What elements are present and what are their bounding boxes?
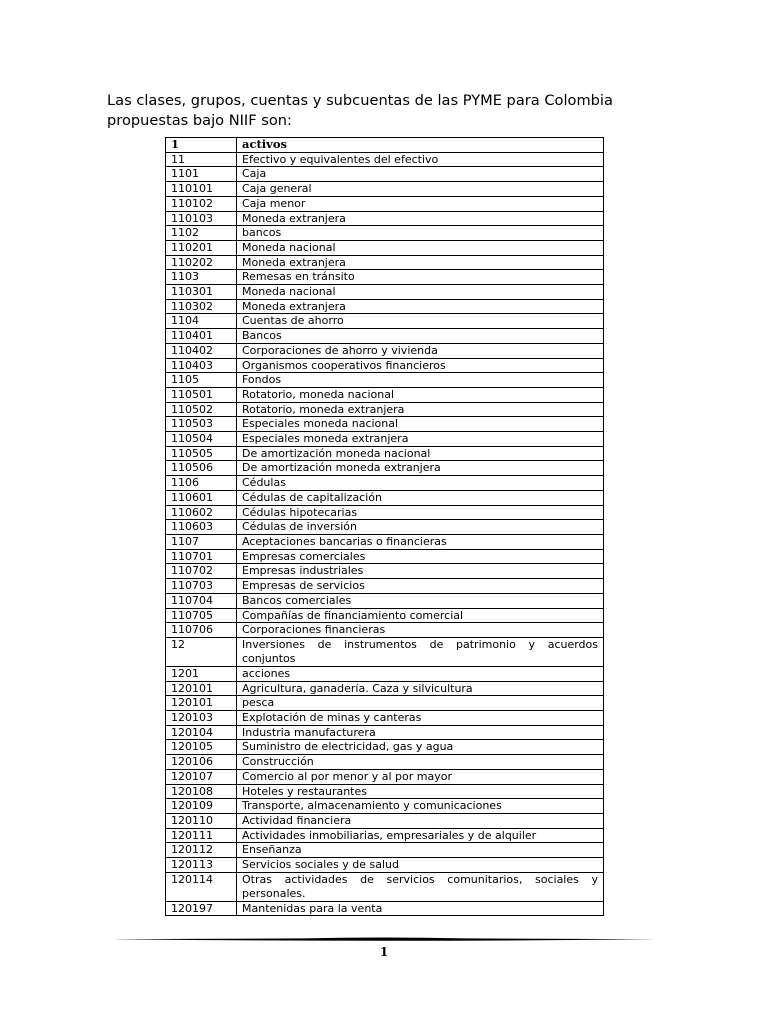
account-code-cell: 110102 — [166, 196, 237, 211]
account-code-cell: 120110 — [166, 813, 237, 828]
table-row — [166, 476, 604, 491]
account-name-cell: Efectivo y equivalentes del efectivo — [237, 152, 604, 167]
account-code-cell: 1201 — [166, 666, 237, 681]
table-row — [166, 755, 604, 770]
table-row — [166, 666, 604, 681]
account-code-cell: 1103 — [166, 270, 237, 285]
account-name-cell: Empresas de servicios — [237, 579, 604, 594]
account-name-cell: Caja general — [237, 182, 604, 197]
table-row — [166, 872, 604, 901]
table-row — [166, 579, 604, 594]
table-row — [166, 490, 604, 505]
account-code-cell: 120104 — [166, 725, 237, 740]
account-code-cell: 1101 — [166, 167, 237, 182]
account-code-cell: 110503 — [166, 417, 237, 432]
account-name-cell: Cédulas hipotecarias — [237, 505, 604, 520]
account-code-cell: 120111 — [166, 828, 237, 843]
account-code-cell: 1106 — [166, 476, 237, 491]
account-code-cell: 110501 — [166, 387, 237, 402]
account-name-cell: Moneda extranjera — [237, 255, 604, 270]
table-row — [166, 769, 604, 784]
table-row — [166, 167, 604, 182]
account-name-cell: Hoteles y restaurantes — [237, 784, 604, 799]
account-code-cell: 120108 — [166, 784, 237, 799]
account-name-cell: Cuentas de ahorro — [237, 314, 604, 329]
account-code-cell: 110301 — [166, 285, 237, 300]
account-code-cell: 110402 — [166, 343, 237, 358]
account-code-cell: 1104 — [166, 314, 237, 329]
table-row — [166, 417, 604, 432]
account-name-cell: Enseñanza — [237, 843, 604, 858]
footer-divider — [113, 936, 655, 942]
account-code-cell: 110706 — [166, 623, 237, 638]
account-code-cell: 120114 — [166, 872, 237, 901]
account-code-cell: 120109 — [166, 799, 237, 814]
table-row — [166, 461, 604, 476]
account-code-cell: 120101 — [166, 696, 237, 711]
account-name-cell: Caja menor — [237, 196, 604, 211]
table-row — [166, 299, 604, 314]
account-name-cell: Cédulas de inversión — [237, 520, 604, 535]
table-row — [166, 608, 604, 623]
table-row — [166, 505, 604, 520]
table-header-row — [166, 138, 604, 153]
account-code-cell: 110705 — [166, 608, 237, 623]
table-row — [166, 637, 604, 666]
account-code-cell: 110202 — [166, 255, 237, 270]
table-row — [166, 402, 604, 417]
account-name-cell: De amortización moneda extranjera — [237, 461, 604, 476]
account-name-cell: pesca — [237, 696, 604, 711]
account-name-cell: Bancos — [237, 329, 604, 344]
table-row — [166, 813, 604, 828]
account-name-cell: Moneda extranjera — [237, 211, 604, 226]
account-name-cell: Transporte, almacenamiento y comunicaciones — [237, 799, 604, 814]
intro-paragraph: Las clases, grupos, cuentas y subcuentas de las PYME para Colombia propuestas bajo NIIF son: — [107, 92, 613, 129]
table-row — [166, 387, 604, 402]
account-name-cell: Moneda extranjera — [237, 299, 604, 314]
account-name-cell: Otras actividades de servicios comunitarios, sociales y personales. — [237, 872, 604, 901]
table-row — [166, 255, 604, 270]
account-name-cell: Inversiones de instrumentos de patrimonio y acuerdos conjuntos — [237, 637, 604, 666]
account-name-cell: Corporaciones financieras — [237, 623, 604, 638]
header-code-cell: 1 — [166, 138, 237, 153]
table-row — [166, 623, 604, 638]
account-name-cell: Cédulas — [237, 476, 604, 491]
account-code-cell: 120197 — [166, 901, 237, 916]
account-name-cell: Actividades inmobiliarias, empresariales y de alquiler — [237, 828, 604, 843]
account-code-cell: 110703 — [166, 579, 237, 594]
account-name-cell: Cédulas de capitalización — [237, 490, 604, 505]
account-code-cell: 110502 — [166, 402, 237, 417]
account-name-cell: Actividad financiera — [237, 813, 604, 828]
table-row — [166, 681, 604, 696]
account-code-cell: 110506 — [166, 461, 237, 476]
account-code-cell: 110101 — [166, 182, 237, 197]
account-code-cell: 120112 — [166, 843, 237, 858]
account-name-cell: De amortización moneda nacional — [237, 446, 604, 461]
account-name-cell: Mantenidas para la venta — [237, 901, 604, 916]
accounts-table-body — [166, 138, 604, 916]
table-row — [166, 432, 604, 447]
table-row — [166, 226, 604, 241]
account-name-cell: Empresas comerciales — [237, 549, 604, 564]
account-name-cell: Construcción — [237, 755, 604, 770]
table-row — [166, 784, 604, 799]
account-code-cell: 120107 — [166, 769, 237, 784]
account-name-cell: Especiales moneda nacional — [237, 417, 604, 432]
account-code-cell: 110702 — [166, 564, 237, 579]
table-row — [166, 240, 604, 255]
table-row — [166, 152, 604, 167]
table-row — [166, 285, 604, 300]
account-code-cell: 1105 — [166, 373, 237, 388]
account-code-cell: 120103 — [166, 711, 237, 726]
table-row — [166, 564, 604, 579]
table-row — [166, 270, 604, 285]
table-row — [166, 725, 604, 740]
account-name-cell: Fondos — [237, 373, 604, 388]
table-row — [166, 534, 604, 549]
table-row — [166, 373, 604, 388]
table-row — [166, 520, 604, 535]
header-name-cell: activos — [237, 138, 604, 153]
account-code-cell: 110601 — [166, 490, 237, 505]
table-row — [166, 182, 604, 197]
table-row — [166, 593, 604, 608]
account-name-cell: Organismos cooperativos financieros — [237, 358, 604, 373]
table-row — [166, 446, 604, 461]
account-code-cell: 110504 — [166, 432, 237, 447]
account-name-cell: Aceptaciones bancarias o financieras — [237, 534, 604, 549]
account-name-cell: Agricultura, ganadería. Caza y silvicultura — [237, 681, 604, 696]
account-name-cell: Remesas en tránsito — [237, 270, 604, 285]
account-code-cell: 120106 — [166, 755, 237, 770]
account-name-cell: Bancos comerciales — [237, 593, 604, 608]
account-name-cell: Corporaciones de ahorro y vivienda — [237, 343, 604, 358]
table-row — [166, 358, 604, 373]
account-name-cell: Rotatorio, moneda nacional — [237, 387, 604, 402]
account-code-cell: 110704 — [166, 593, 237, 608]
table-row — [166, 901, 604, 916]
account-code-cell: 1107 — [166, 534, 237, 549]
account-name-cell: Moneda nacional — [237, 240, 604, 255]
account-code-cell: 110603 — [166, 520, 237, 535]
account-code-cell: 110403 — [166, 358, 237, 373]
table-row — [166, 858, 604, 873]
page-number: 1 — [379, 945, 389, 959]
account-code-cell: 110302 — [166, 299, 237, 314]
table-row — [166, 549, 604, 564]
account-code-cell: 110401 — [166, 329, 237, 344]
table-row — [166, 711, 604, 726]
account-name-cell: acciones — [237, 666, 604, 681]
account-code-cell: 1102 — [166, 226, 237, 241]
account-name-cell: Compañías de financiamiento comercial — [237, 608, 604, 623]
account-code-cell: 120101 — [166, 681, 237, 696]
table-row — [166, 314, 604, 329]
account-name-cell: Caja — [237, 167, 604, 182]
table-row — [166, 343, 604, 358]
account-code-cell: 120113 — [166, 858, 237, 873]
account-code-cell: 110103 — [166, 211, 237, 226]
table-row — [166, 799, 604, 814]
account-name-cell: Rotatorio, moneda extranjera — [237, 402, 604, 417]
account-name-cell: Servicios sociales y de salud — [237, 858, 604, 873]
account-name-cell: Especiales moneda extranjera — [237, 432, 604, 447]
account-code-cell: 120105 — [166, 740, 237, 755]
account-code-cell: 11 — [166, 152, 237, 167]
table-row — [166, 329, 604, 344]
account-code-cell: 110602 — [166, 505, 237, 520]
table-row — [166, 740, 604, 755]
table-row — [166, 696, 604, 711]
account-name-cell: Empresas industriales — [237, 564, 604, 579]
table-row — [166, 211, 604, 226]
account-code-cell: 110201 — [166, 240, 237, 255]
account-name-cell: Comercio al por menor y al por mayor — [237, 769, 604, 784]
account-code-cell: 12 — [166, 637, 237, 666]
account-code-cell: 110505 — [166, 446, 237, 461]
account-name-cell: Industria manufacturera — [237, 725, 604, 740]
table-row — [166, 828, 604, 843]
account-name-cell: bancos — [237, 226, 604, 241]
account-name-cell: Moneda nacional — [237, 285, 604, 300]
account-name-cell: Explotación de minas y canteras — [237, 711, 604, 726]
table-row — [166, 843, 604, 858]
accounts-table — [165, 137, 604, 916]
account-name-cell: Suministro de electricidad, gas y agua — [237, 740, 604, 755]
table-row — [166, 196, 604, 211]
account-code-cell: 110701 — [166, 549, 237, 564]
